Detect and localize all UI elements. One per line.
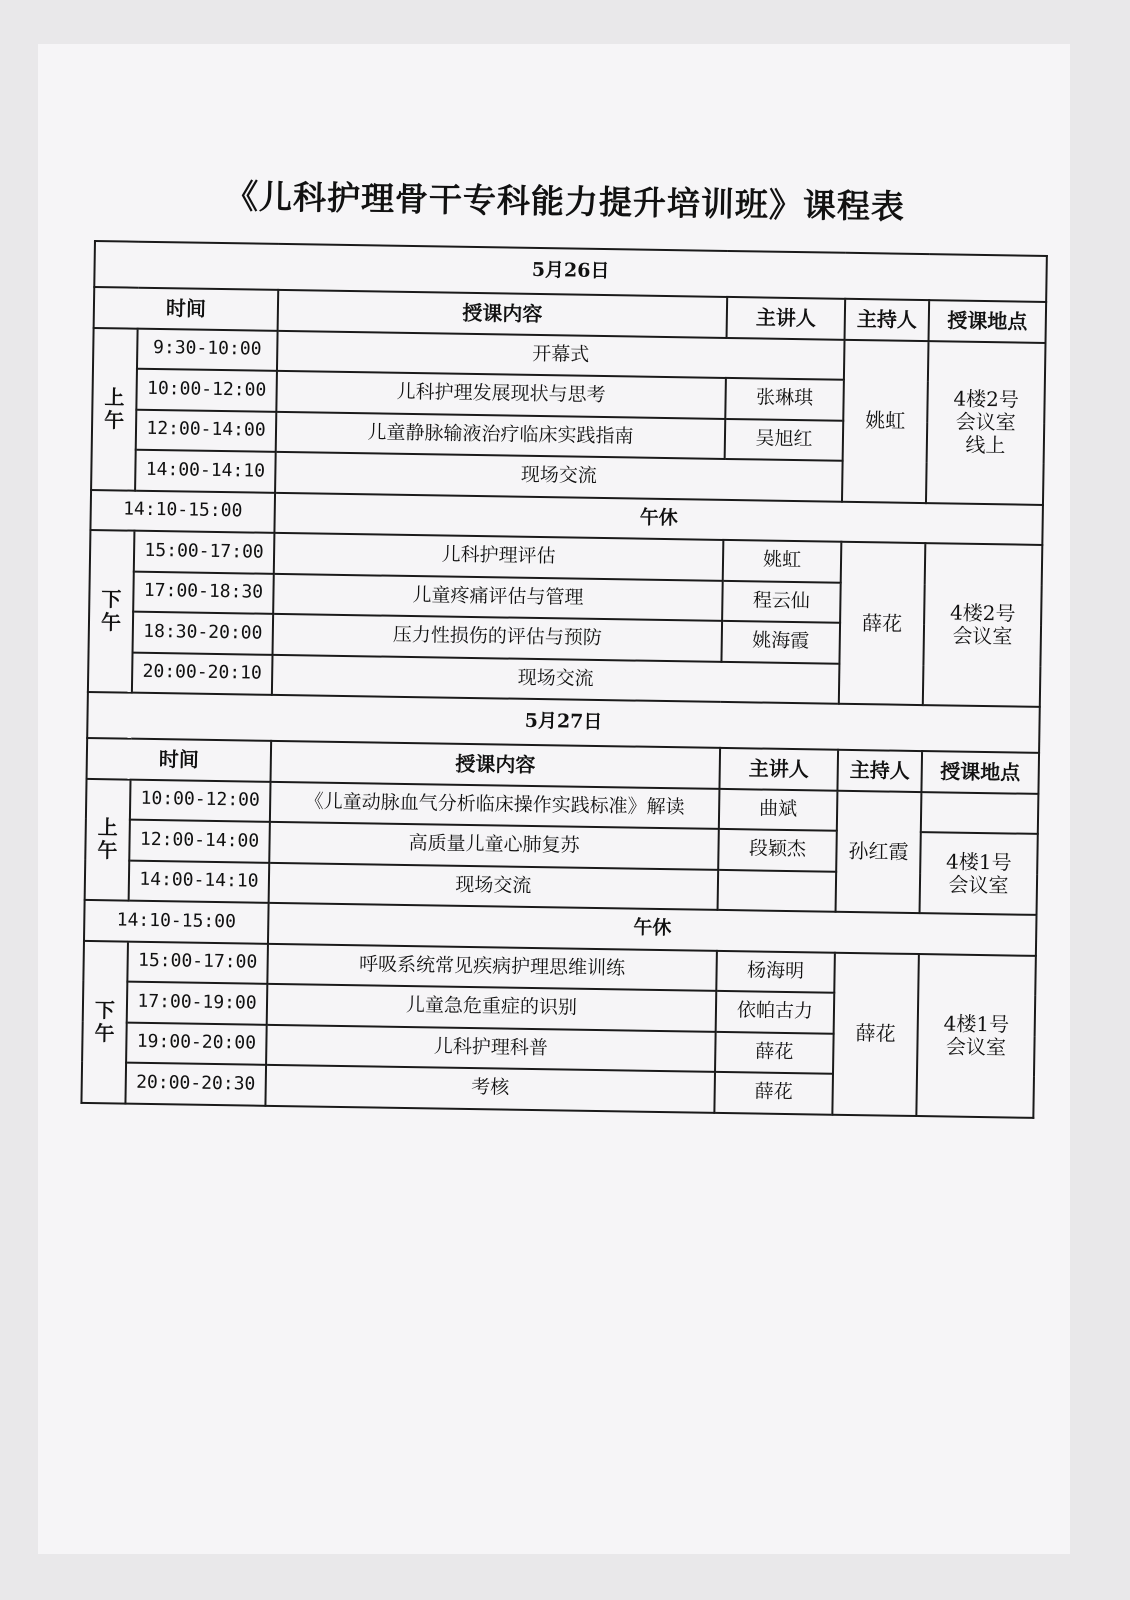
day2-lunch-label: 午休 [268, 903, 1037, 956]
schedule-table [80, 240, 1048, 1118]
session-speaker: 程云仙 [722, 580, 841, 622]
day1-morning-host: 姚虹 [842, 339, 929, 502]
session-time: 18:30-20:00 [133, 612, 274, 655]
session-time: 10:00-12:00 [130, 779, 271, 822]
session-speaker: 姚虹 [723, 540, 842, 582]
session-speaker: 曲斌 [719, 788, 838, 830]
day2-afternoon-location: 4楼1号 会议室 [916, 954, 1036, 1118]
session-time: 9:30-10:00 [137, 328, 278, 371]
session-time: 12:00-14:00 [129, 820, 270, 863]
session-time: 15:00-17:00 [134, 531, 275, 574]
session-time: 10:00-12:00 [136, 369, 277, 412]
day2-lunch-time: 14:10-15:00 [84, 900, 269, 943]
session-content: 现场交流 [272, 654, 840, 703]
header-location: 授课地点 [921, 751, 1039, 793]
session-content: 考核 [265, 1065, 715, 1113]
session-speaker: 姚海霞 [721, 621, 840, 663]
header-speaker: 主讲人 [719, 748, 838, 790]
session-content: 儿童急危重症的识别 [267, 984, 717, 1032]
session-content: 压力性损伤的评估与预防 [273, 614, 723, 662]
session-content: 开幕式 [277, 330, 845, 379]
day2-afternoon-label: 下 午 [81, 940, 128, 1103]
document-title: 《儿科护理骨干专科能力提升培训班》课程表 [224, 176, 906, 227]
session-time: 17:00-19:00 [127, 982, 268, 1025]
day2-morning-host: 孙红霞 [836, 790, 922, 913]
session-time: 17:00-18:30 [133, 571, 274, 614]
day2-morning-label: 上 午 [85, 778, 131, 900]
session-content: 儿童疼痛评估与管理 [273, 573, 723, 621]
session-speaker: 杨海明 [716, 950, 835, 992]
day1-morning-label: 上 午 [91, 328, 138, 491]
day2-afternoon-host: 薛花 [832, 952, 919, 1115]
day2-date: 5月27日 [87, 692, 1040, 753]
session-speaker [718, 869, 837, 911]
session-content: 儿童静脉输液治疗临床实践指南 [276, 411, 726, 459]
location-empty-cell [921, 792, 1039, 834]
day1-date: 5月26日 [94, 241, 1047, 302]
session-content: 《儿童动脉血气分析临床操作实践标准》解读 [270, 781, 720, 829]
day1-afternoon-host: 薛花 [839, 542, 926, 705]
session-content: 现场交流 [269, 862, 719, 910]
session-speaker: 薛花 [715, 1031, 834, 1073]
session-speaker: 吴旭红 [725, 418, 844, 460]
session-content: 儿科护理发展现状与思考 [276, 371, 726, 419]
day1-afternoon-label: 下 午 [88, 530, 135, 693]
header-location: 授课地点 [929, 300, 1047, 342]
day1-lunch-time: 14:10-15:00 [90, 489, 275, 532]
session-time: 20:00-20:10 [132, 652, 273, 695]
header-host: 主持人 [845, 299, 930, 341]
session-content: 现场交流 [275, 452, 843, 501]
session-content: 高质量儿童心肺复苏 [269, 822, 719, 870]
session-speaker: 依帕古力 [716, 991, 835, 1033]
header-speaker: 主讲人 [727, 297, 846, 339]
session-time: 14:00-14:10 [135, 450, 276, 493]
header-time: 时间 [94, 287, 279, 330]
session-time: 14:00-14:10 [129, 860, 270, 903]
day2-morning-location: 4楼1号 会议室 [920, 832, 1038, 915]
session-time: 15:00-17:00 [127, 941, 268, 984]
session-speaker: 薛花 [714, 1072, 833, 1114]
session-time: 20:00-20:30 [125, 1063, 266, 1106]
session-content: 儿科护理科普 [266, 1024, 716, 1072]
session-content: 儿科护理评估 [274, 533, 724, 581]
session-time: 12:00-14:00 [136, 409, 277, 452]
session-content: 呼吸系统常见疾病护理思维训练 [267, 943, 717, 991]
header-time: 时间 [87, 738, 272, 781]
day1-afternoon-location: 4楼2号 会议室 [923, 543, 1043, 707]
session-speaker: 段颖杰 [718, 829, 837, 871]
header-content: 授课内容 [278, 290, 728, 338]
header-host: 主持人 [837, 750, 922, 792]
day1-morning-location: 4楼2号 会议室 线上 [926, 341, 1046, 505]
day1-lunch-label: 午休 [274, 492, 1043, 545]
session-time: 19:00-20:00 [126, 1022, 267, 1065]
session-speaker: 张琳琪 [725, 378, 844, 420]
header-content: 授课内容 [271, 741, 721, 789]
